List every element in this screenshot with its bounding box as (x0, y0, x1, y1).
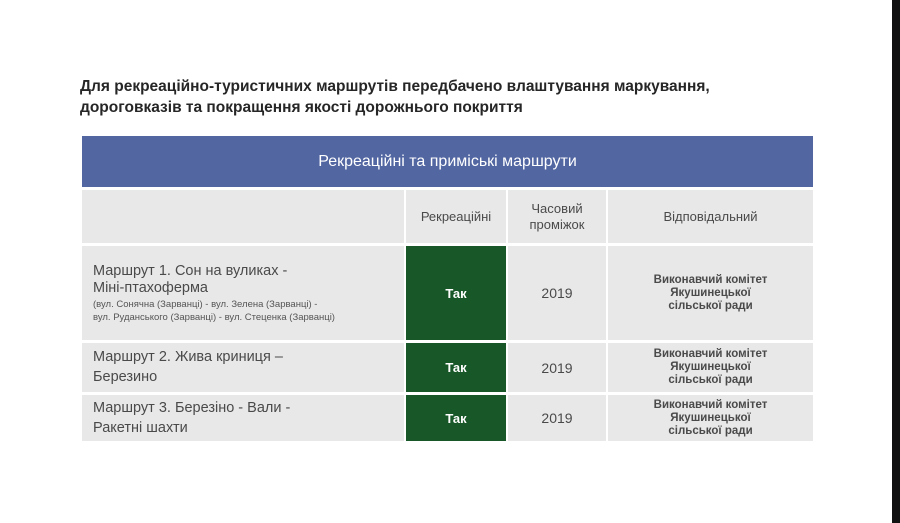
routes-table (82, 136, 813, 444)
page-heading (80, 76, 800, 118)
heading-line-1: Для рекреаційно-туристичних маршрутів передбачено влаштування маркування, (80, 78, 710, 95)
header-timeframe-line-1: Часовий (531, 200, 583, 216)
route-name-line-2: Ракетні шахти (93, 419, 188, 436)
header-responsible: Відповідальний (608, 190, 813, 246)
responsible-line-1: Виконавчий комітет (653, 348, 768, 360)
route-detail-line-1: (вул. Сонячна (Зарванці) - вул. Зелена (Зарванці) - (93, 298, 318, 310)
header-timeframe-line-2: проміжок (529, 216, 585, 232)
route-cell (82, 246, 406, 343)
responsible-line-1: Виконавчий комітет (653, 273, 768, 286)
responsible-line-3: сільської ради (668, 374, 753, 386)
table-title-row (82, 136, 813, 190)
route-cell (82, 395, 406, 444)
route-detail-line-2: вул. Руданського (Зарванці) - вул. Стеценка (Зарванці) (93, 311, 335, 323)
recreational-yes-cell: Так (406, 343, 508, 395)
heading-line-2: дороговказів та покращення якості дорожнього покриття (80, 99, 523, 116)
recreational-yes-cell: Так (406, 395, 508, 444)
responsible-line-2: Якушинецької (670, 411, 751, 424)
route-name-line-1: Маршрут 2. Жива криниця – (93, 349, 283, 365)
year-cell: 2019 (508, 246, 608, 343)
responsible-line-1: Виконавчий комітет (653, 398, 768, 411)
year-cell: 2019 (508, 395, 608, 444)
table-row (82, 246, 813, 343)
responsible-line-3: сільської ради (668, 299, 753, 312)
header-recreational: Рекреаційні (406, 190, 508, 246)
route-name-line-2: Міні-птахоферма (93, 279, 208, 296)
table-row (82, 395, 813, 444)
route-name-line-1: Маршрут 3. Березіно - Вали - (93, 399, 291, 416)
table-title: Рекреаційні та приміські маршрути (82, 136, 813, 190)
header-route (82, 190, 406, 246)
responsible-line-3: сільської ради (668, 424, 753, 437)
responsible-line-2: Якушинецької (670, 286, 751, 299)
recreational-yes-cell: Так (406, 246, 508, 343)
responsible-line-2: Якушинецької (670, 361, 751, 373)
route-name-line-1: Маршрут 1. Сон на вуликах - (93, 262, 288, 279)
responsible-cell (608, 246, 813, 343)
right-edge-bar (892, 0, 900, 523)
table-header-row (82, 190, 813, 246)
header-timeframe (508, 190, 608, 246)
route-name-line-2: Березино (93, 369, 158, 385)
responsible-cell (608, 343, 813, 395)
responsible-cell (608, 395, 813, 444)
table-row (82, 343, 813, 395)
route-cell (82, 343, 406, 395)
year-cell: 2019 (508, 343, 608, 395)
